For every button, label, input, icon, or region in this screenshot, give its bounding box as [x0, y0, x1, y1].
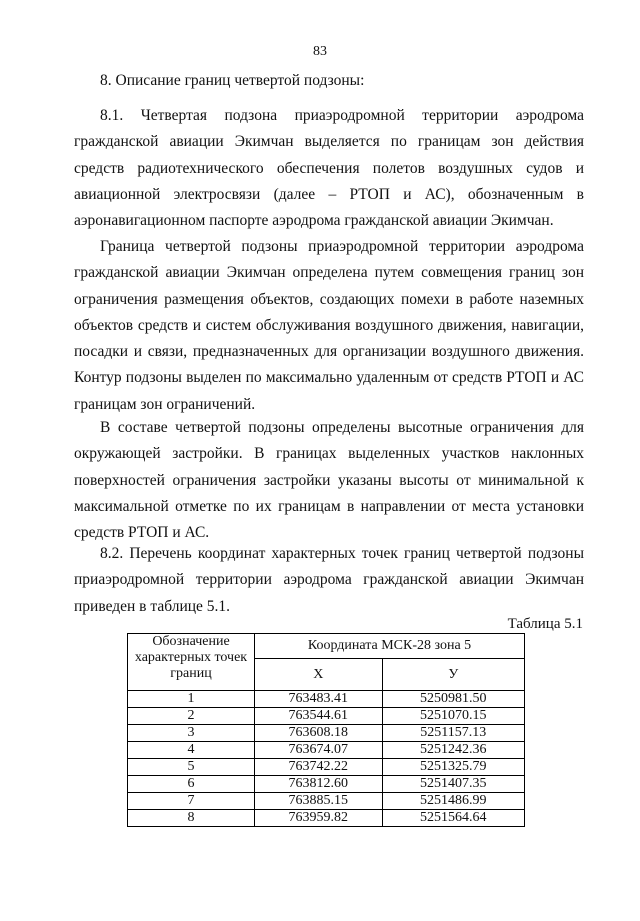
page-number: 83	[313, 44, 327, 59]
point-number: 7	[128, 793, 255, 810]
coord-x: 763674.07	[255, 742, 383, 759]
table-row	[128, 810, 525, 827]
coord-y: 5251486.99	[382, 793, 524, 810]
coord-x: 763483.41	[255, 691, 383, 708]
coord-y: 5251564.64	[382, 810, 524, 827]
coord-y: 5251242.36	[382, 742, 524, 759]
paragraph-height-limits: В составе четвертой подзоны определены высотные ограничения для окружающей застройки. В границах выделенных участков наклонных поверхностей ограничения застройки указаны высоты от минимальной к максимальной отметке по их границам в направлении от места установки средств РТОП и АС.	[74, 419, 584, 542]
coord-x: 763742.22	[255, 759, 383, 776]
point-number: 3	[128, 725, 255, 742]
table-row	[128, 742, 525, 759]
paragraph-boundary: Граница четвертой подзоны приаэродромной территории аэродрома гражданской авиации Экимчан определена путем совмещения границ зон ограничения размещения объектов, создающих помехи в работе наземных объектов средств и систем обслуживания воздушного движения, навигации, посадки и связи, предназначенных для организации воздушного движения. Контур подзоны выделен по максимально удаленным от средств РТОП и АС границам зон ограничений.	[74, 238, 584, 413]
coord-y: 5251070.15	[382, 708, 524, 725]
table-caption: Таблица 5.1	[507, 616, 583, 632]
coord-x: 763959.82	[255, 810, 383, 827]
coord-x: 763812.60	[255, 776, 383, 793]
header-point-designation: Обозначение характерных точек границ	[128, 634, 255, 691]
coord-y: 5251325.79	[382, 759, 524, 776]
table-row	[128, 691, 525, 708]
paragraph-8-2: 8.2. Перечень координат характерных точек границ четвертой подзоны приаэродромной территории аэродрома гражданской авиации Экимчан приведен в таблице 5.1.	[74, 545, 584, 615]
coord-y: 5251157.13	[382, 725, 524, 742]
table-row	[128, 793, 525, 810]
point-number: 6	[128, 776, 255, 793]
table-row	[128, 776, 525, 793]
point-number: 4	[128, 742, 255, 759]
coord-x: 763544.61	[255, 708, 383, 725]
point-number: 5	[128, 759, 255, 776]
header-coordinate-system: Координата МСК-28 зона 5	[255, 634, 525, 659]
coord-y: 5250981.50	[382, 691, 524, 708]
table-row	[128, 759, 525, 776]
table-row	[128, 725, 525, 742]
coord-x: 763885.15	[255, 793, 383, 810]
header-y: У	[382, 659, 524, 691]
paragraph-8-1: 8.1. Четвертая подзона приаэродромной территории аэродрома гражданской авиации Экимчан выделяется по границам зон действия средств радиотехнического обеспечения полетов воздушных судов и авиационной электросвязи (далее – РТОП и АС), обозначенным в аэронавигационном паспорте аэродрома гражданской авиации Экимчан.	[74, 107, 584, 230]
point-number: 2	[128, 708, 255, 725]
header-x: X	[255, 659, 383, 691]
coord-y: 5251407.35	[382, 776, 524, 793]
point-number: 1	[128, 691, 255, 708]
section-heading: 8. Описание границ четвертой подзоны:	[100, 72, 365, 89]
point-number: 8	[128, 810, 255, 827]
coord-x: 763608.18	[255, 725, 383, 742]
coordinates-table	[127, 633, 525, 827]
table-row	[128, 708, 525, 725]
